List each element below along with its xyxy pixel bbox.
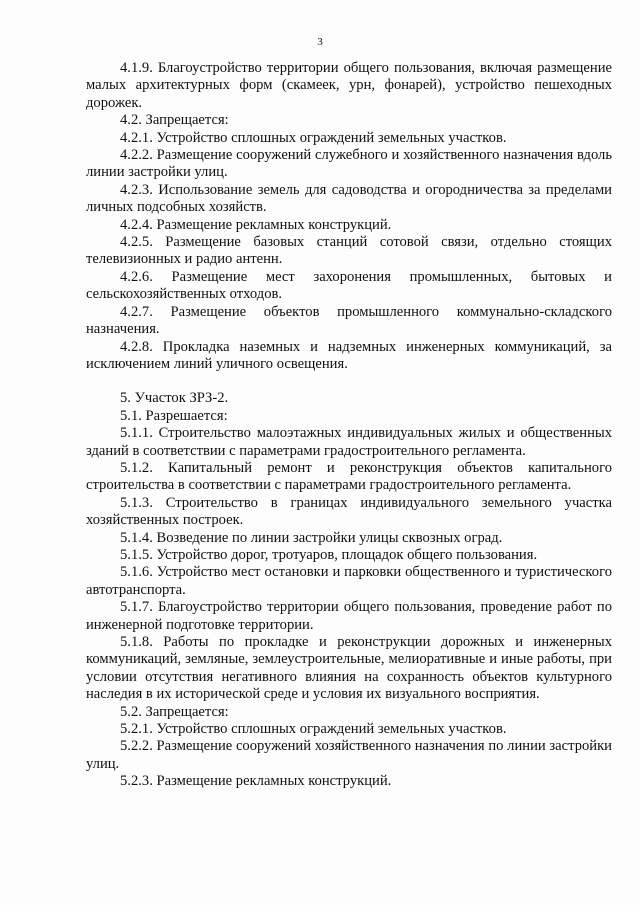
paragraph: 5.2.1. Устройство сплошных ограждений земельных участков. [120, 721, 507, 738]
paragraph: 5.2.3. Размещение рекламных конструкций. [120, 773, 392, 790]
paragraph: 5.1.5. Устройство дорог, тротуаров, площадок общего пользования. [120, 546, 538, 563]
paragraph: 4.2. Запрещается: [120, 112, 229, 129]
paragraph: 5.1.2. Капитальный ремонт и реконструкция объектов капитального строительства в соответствии с параметрами градостроительного регламента. [86, 459, 612, 494]
paragraph: 5.1.3. Строительство в границах индивидуального земельного участка хозяйственных построек. [86, 494, 612, 529]
paragraph: 5.2. Запрещается: [120, 703, 229, 720]
section-heading: 5. Участок ЗРЗ-2. [120, 390, 229, 407]
paragraph: 4.2.6. Размещение мест захоронения промышленных, бытовых и сельскохозяйственных отходов. [86, 268, 612, 303]
paragraph: 4.1.9. Благоустройство территории общего пользования, включая размещение малых архитектурных форм (скамеек, урн, фонарей), устройство пешеходных дорожек. [86, 60, 612, 111]
paragraph: 5.1.4. Возведение по линии застройки улицы сквозных оград. [120, 529, 503, 546]
page-number: 3 [317, 36, 323, 48]
paragraph: 5.1. Разрешается: [120, 407, 228, 424]
paragraph: 4.2.1. Устройство сплошных ограждений земельных участков. [120, 129, 507, 146]
paragraph: 4.2.2. Размещение сооружений служебного и хозяйственного назначения вдоль линии застройки улиц. [86, 147, 612, 181]
paragraph: 4.2.8. Прокладка наземных и надземных инженерных коммуникаций, за исключением линий уличного освещения. [86, 338, 612, 372]
paragraph: 4.2.5. Размещение базовых станций сотовой связи, отдельно стоящих телевизионных и радио антенн. [86, 234, 612, 268]
paragraph: 5.1.7. Благоустройство территории общего пользования, проведение работ по инженерной подготовке территории. [86, 599, 612, 633]
paragraph: 4.2.3. Использование земель для садоводства и огородничества за пределами личных подсобных хозяйств. [86, 181, 612, 216]
paragraph: 4.2.7. Размещение объектов промышленного коммунально-складского назначения. [86, 303, 612, 338]
paragraph: 5.1.1. Строительство малоэтажных индивидуальных жилых и общественных зданий в соответствии с параметрами градостроительного регламента. [86, 425, 612, 459]
paragraph: 4.2.4. Размещение рекламных конструкций. [120, 216, 392, 233]
paragraph: 5.1.8. Работы по прокладке и реконструкции дорожных и инженерных коммуникаций, земляные, землеустроительные, мелиоративные и иные работы, при условии отсутствия негативного влияния на сохранность объектов культурного наследия в их исторической среде и условия их визуального восприятия. [86, 634, 612, 703]
paragraph: 5.1.6. Устройство мест остановки и парковки общественного и туристического автотранспорта. [86, 564, 612, 598]
paragraph: 5.2.2. Размещение сооружений хозяйственного назначения по линии застройки улиц. [86, 738, 612, 772]
document-body [86, 60, 612, 791]
